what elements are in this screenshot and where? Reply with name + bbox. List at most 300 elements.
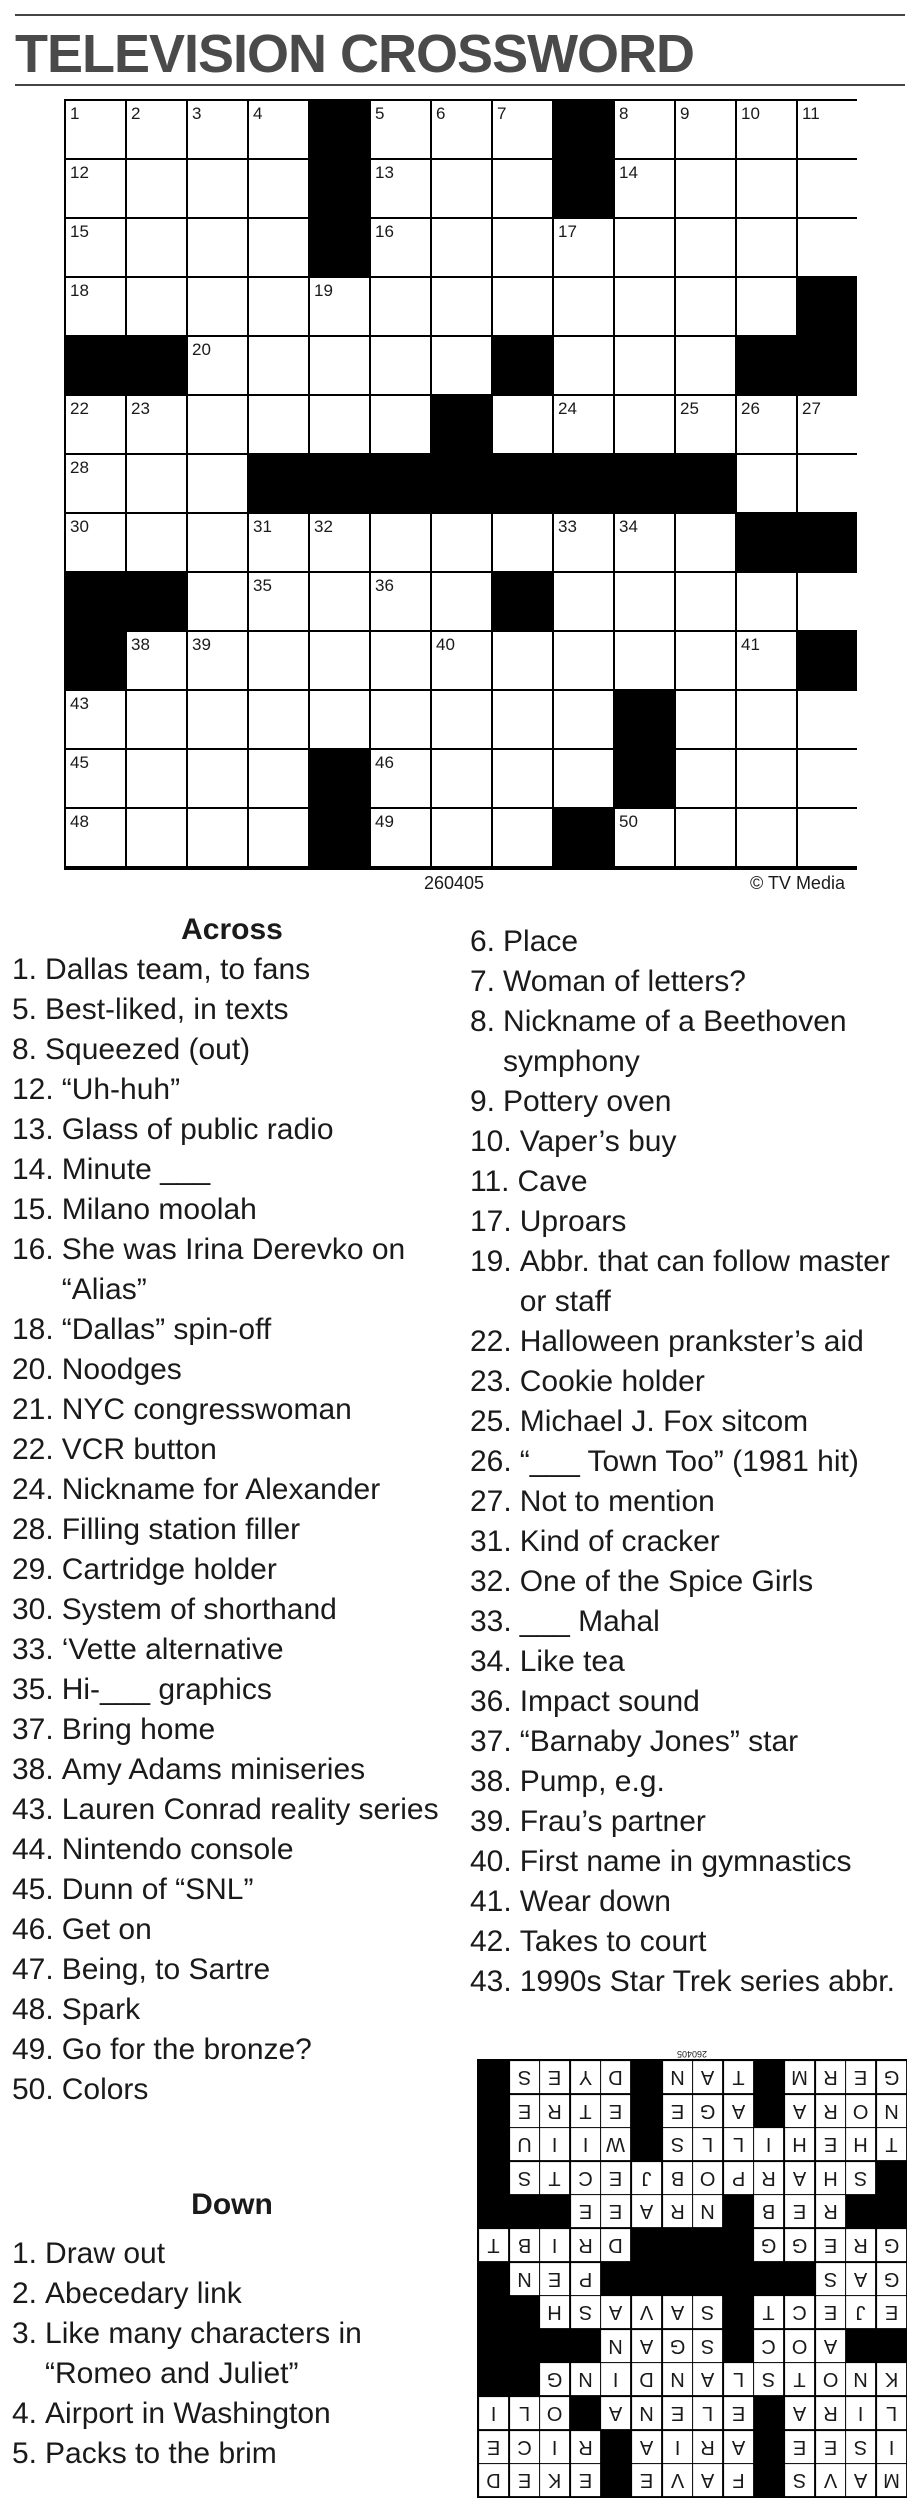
cell-number: 1 — [70, 104, 80, 123]
clue — [12, 1230, 452, 1310]
clue-number: 9. — [470, 1085, 496, 1118]
solution-cell: R — [540, 2095, 569, 2127]
solution-cell: I — [540, 2128, 569, 2160]
grid-cell — [676, 691, 735, 748]
solution-cell: O — [846, 2095, 875, 2127]
solution-cell: E — [785, 2195, 814, 2227]
cell-number: 13 — [375, 163, 394, 182]
clue-text: Halloween prankster’s aid — [519, 1325, 864, 1358]
grid-cell — [127, 632, 186, 689]
solution-cell: E — [601, 2162, 630, 2194]
clue-text: Michael J. Fox sitcom — [519, 1405, 809, 1438]
grid-cell — [127, 278, 186, 335]
grid-cell — [737, 750, 796, 807]
clue-number: 7. — [470, 965, 496, 998]
cell-number: 20 — [192, 340, 211, 359]
grid-cell — [249, 750, 308, 807]
clue — [12, 2394, 452, 2434]
grid-cell — [310, 514, 369, 571]
grid-cell — [554, 219, 613, 276]
clue-text: Dallas team, to fans — [45, 953, 311, 986]
clue-number: 42. — [470, 1925, 512, 1958]
solution-cell: A — [632, 2330, 661, 2362]
cell-number: 9 — [680, 104, 690, 123]
clue-text: Nintendo console — [61, 1833, 294, 1866]
grid-cell — [676, 573, 735, 630]
solution-cell: H — [816, 2162, 845, 2194]
solution-cell: G — [785, 2229, 814, 2261]
clue-number: 34. — [470, 1645, 512, 1678]
clue-text: “Barnaby Jones” star — [519, 1725, 799, 1758]
solution-cell: C — [754, 2330, 783, 2362]
clue — [12, 2234, 452, 2274]
solution-cell: O — [785, 2330, 814, 2362]
clue-text: Filling station filler — [61, 1513, 301, 1546]
clue-text: Draw out — [45, 2237, 166, 2270]
grid-cell — [432, 101, 491, 158]
solution-cell: N — [663, 2061, 692, 2093]
cell-number: 48 — [70, 812, 89, 831]
cell-number: 28 — [70, 458, 89, 477]
grid-cell — [310, 632, 369, 689]
solution-cell: E — [816, 2229, 845, 2261]
clue — [12, 1150, 452, 1190]
cell-number: 45 — [70, 753, 89, 772]
grid-cell — [432, 809, 491, 866]
cell-number: 23 — [131, 399, 150, 418]
solution-cell: N — [571, 2363, 600, 2395]
cell-number: 33 — [558, 517, 577, 536]
grid-cell — [66, 750, 125, 807]
grid-cell — [371, 337, 430, 394]
solution-cell: I — [846, 2397, 875, 2429]
clue-number: 18. — [12, 1313, 54, 1346]
clue-text: Minute ___ — [61, 1153, 211, 1186]
clue-text: Packs to the brim — [45, 2437, 277, 2470]
clue-text: Cookie holder — [519, 1365, 705, 1398]
grid-cell — [554, 632, 613, 689]
clue — [470, 1482, 910, 1522]
solution-cell: R — [571, 2229, 600, 2261]
clue-text: Noodges — [61, 1353, 182, 1386]
grid-cell — [493, 396, 552, 453]
solution-cell: S — [846, 2431, 875, 2463]
grid-cell — [554, 396, 613, 453]
grid-cell — [798, 219, 857, 276]
grid-cell — [554, 337, 613, 394]
solution-cell: A — [785, 2397, 814, 2429]
cell-number: 49 — [375, 812, 394, 831]
cell-number: 46 — [375, 753, 394, 772]
grid-cell — [493, 160, 552, 217]
solution-puzzle-code: 260405 — [676, 2049, 708, 2059]
clue — [12, 2070, 452, 2110]
clue-text: VCR button — [61, 1433, 217, 1466]
cell-number: 17 — [558, 222, 577, 241]
cell-number: 39 — [192, 635, 211, 654]
grid-cell — [127, 809, 186, 866]
clue-number: 37. — [12, 1713, 54, 1746]
grid-cell — [127, 750, 186, 807]
clue-number: 2. — [12, 2277, 38, 2310]
clue-text: Airport in Washington — [45, 2397, 331, 2430]
grid-cell — [737, 396, 796, 453]
clue-number: 22. — [12, 1433, 54, 1466]
cell-number: 36 — [375, 576, 394, 595]
solution-cell: T — [877, 2128, 906, 2160]
grid-cell — [737, 455, 796, 512]
cell-number: 6 — [436, 104, 446, 123]
solution-cell: I — [540, 2229, 569, 2261]
solution-cell: R — [816, 2095, 845, 2127]
solution-cell: P — [571, 2263, 600, 2295]
cell-number: 14 — [619, 163, 638, 182]
solution-cell: E — [816, 2431, 845, 2463]
grid-cell — [249, 691, 308, 748]
grid-cell — [188, 809, 247, 866]
grid-cell — [310, 573, 369, 630]
grid-cell — [188, 573, 247, 630]
grid-cell — [432, 160, 491, 217]
clue — [12, 1190, 452, 1230]
solution-cell: R — [816, 2061, 845, 2093]
grid-cell — [615, 160, 674, 217]
solution-cell: N — [510, 2263, 539, 2295]
solution-cell: B — [754, 2195, 783, 2227]
cell-number: 35 — [253, 576, 272, 595]
clue — [12, 1950, 452, 1990]
solution-cell: E — [877, 2296, 906, 2328]
grid-cell — [798, 455, 857, 512]
grid-cell — [676, 219, 735, 276]
grid-cell — [127, 396, 186, 453]
clue-number: 5. — [12, 993, 38, 1026]
solution-cell: A — [601, 2296, 630, 2328]
solution-cell: N — [663, 2363, 692, 2395]
clue — [470, 1402, 910, 1442]
solution-cell: N — [601, 2330, 630, 2362]
clue — [12, 2274, 452, 2314]
clue-number: 1. — [12, 953, 38, 986]
grid-cell — [188, 632, 247, 689]
solution-cell: A — [724, 2095, 753, 2127]
cell-number: 32 — [314, 517, 333, 536]
clue-text: Spark — [61, 1993, 141, 2026]
clue-number: 5. — [12, 2437, 38, 2470]
cell-number: 3 — [192, 104, 202, 123]
solution-cell: E — [510, 2095, 539, 2127]
solution-cell: N — [632, 2397, 661, 2429]
clue — [470, 1522, 910, 1562]
grid-cell — [66, 278, 125, 335]
grid-cell — [188, 691, 247, 748]
across-clues — [12, 910, 452, 2110]
grid-cell — [66, 514, 125, 571]
clue — [12, 1830, 452, 1870]
solution-cell: D — [601, 2229, 630, 2261]
clue-text: Squeezed (out) — [45, 1033, 251, 1066]
cell-number: 34 — [619, 517, 638, 536]
clue-number: 35. — [12, 1673, 54, 1706]
solution-cell: S — [816, 2263, 845, 2295]
grid-cell — [310, 337, 369, 394]
clue-text: Not to mention — [519, 1485, 715, 1518]
cell-number: 16 — [375, 222, 394, 241]
clue — [12, 1550, 452, 1590]
clue-number: 46. — [12, 1913, 54, 1946]
solution-cell: T — [785, 2363, 814, 2395]
grid-cell — [676, 809, 735, 866]
solution-cell: K — [877, 2363, 906, 2395]
clue-number: 33. — [12, 1633, 54, 1666]
solution-cell: A — [846, 2464, 875, 2496]
clue-number: 43. — [470, 1965, 512, 1998]
clue — [470, 1922, 910, 1962]
clue-number: 10. — [470, 1125, 512, 1158]
clue — [12, 2314, 452, 2394]
cell-number: 43 — [70, 694, 89, 713]
grid-cell — [249, 337, 308, 394]
clue-number: 39. — [470, 1805, 512, 1838]
clue-number: 45. — [12, 1873, 54, 1906]
clue-number: 49. — [12, 2033, 54, 2066]
clue — [12, 1310, 452, 1350]
clue-text: Impact sound — [519, 1685, 700, 1718]
solution-cell: N — [693, 2195, 722, 2227]
grid-cell — [737, 160, 796, 217]
cell-number: 38 — [131, 635, 150, 654]
clue-number: 24. — [12, 1473, 54, 1506]
grid-cell — [249, 278, 308, 335]
grid-cell — [676, 750, 735, 807]
clue-text: Glass of public radio — [61, 1113, 334, 1146]
clue — [470, 1602, 910, 1642]
solution-cell: M — [785, 2061, 814, 2093]
across-heading: Across — [181, 913, 283, 946]
clue-text: Go for the bronze? — [61, 2033, 312, 2066]
solution-cell: T — [571, 2095, 600, 2127]
grid-cell — [615, 809, 674, 866]
clue — [12, 1350, 452, 1390]
clue-text: Takes to court — [519, 1925, 707, 1958]
clue — [12, 1750, 452, 1790]
clue-number: 16. — [12, 1233, 54, 1266]
grid-cell — [737, 219, 796, 276]
clue-number: 11. — [470, 1165, 510, 1198]
grid-cell — [310, 396, 369, 453]
clue — [470, 1162, 910, 1202]
grid-cell — [554, 750, 613, 807]
clue-number: 31. — [470, 1525, 512, 1558]
cell-number: 25 — [680, 399, 699, 418]
clue — [12, 1070, 452, 1110]
clue-number: 47. — [12, 1953, 54, 1986]
solution-cell: T — [540, 2162, 569, 2194]
grid-cell — [798, 750, 857, 807]
solution-cell: L — [877, 2397, 906, 2429]
clue-number: 32. — [470, 1565, 512, 1598]
solution-cell: J — [846, 2296, 875, 2328]
solution-cell: A — [785, 2162, 814, 2194]
cell-number: 4 — [253, 104, 263, 123]
clue-text: Nickname for Alexander — [61, 1473, 381, 1506]
grid-cell — [493, 691, 552, 748]
solution-cell: L — [693, 2397, 722, 2429]
solution-cell: C — [510, 2431, 539, 2463]
clue-text: Get on — [61, 1913, 152, 1946]
grid-cell — [798, 101, 857, 158]
top-rule — [15, 14, 905, 16]
grid-cell — [371, 396, 430, 453]
clue — [12, 1110, 452, 1150]
grid-cell — [249, 219, 308, 276]
clue — [470, 1122, 910, 1162]
cell-number: 7 — [497, 104, 507, 123]
grid-cell — [554, 573, 613, 630]
grid-cell — [615, 101, 674, 158]
grid-cell — [188, 101, 247, 158]
clue-number: 50. — [12, 2073, 54, 2106]
grid-cell — [432, 219, 491, 276]
solution-cell: E — [816, 2296, 845, 2328]
solution-cell: S — [693, 2330, 722, 2362]
grid-cell — [798, 396, 857, 453]
grid-cell — [676, 632, 735, 689]
across-list — [12, 950, 452, 2110]
grid-cell — [798, 160, 857, 217]
cell-number: 50 — [619, 812, 638, 831]
grid-cell — [676, 101, 735, 158]
clue-number: 29. — [12, 1553, 54, 1586]
solution-cell: H — [846, 2128, 875, 2160]
down-clues-right — [470, 922, 910, 2002]
solution-cell: E — [571, 2195, 600, 2227]
clue-number: 33. — [470, 1605, 512, 1638]
solution-cell: A — [693, 2363, 722, 2395]
grid-cell — [371, 809, 430, 866]
solution-cell: A — [601, 2397, 630, 2429]
solution-cell: R — [571, 2431, 600, 2463]
solution-cell: D — [632, 2363, 661, 2395]
clue-number: 25. — [470, 1405, 512, 1438]
clue — [12, 990, 452, 1030]
grid-cell — [188, 750, 247, 807]
clue — [12, 1710, 452, 1750]
grid-cell — [249, 632, 308, 689]
grid-cell — [371, 219, 430, 276]
grid-cell — [493, 219, 552, 276]
clue-number: 19. — [470, 1245, 512, 1278]
clue-number: 26. — [470, 1445, 512, 1478]
grid-cell — [676, 337, 735, 394]
cell-number: 5 — [375, 104, 385, 123]
page-title: TELEVISION CROSSWORD — [15, 24, 695, 84]
solution-cell: G — [754, 2229, 783, 2261]
solution-cell: M — [877, 2464, 906, 2496]
clue — [470, 1682, 910, 1722]
clue-text: Woman of letters? — [503, 965, 746, 998]
solution-cell: E — [663, 2095, 692, 2127]
clue — [470, 1202, 910, 1242]
solution-cell: O — [540, 2397, 569, 2429]
clue — [12, 1030, 452, 1070]
clue-text: Wear down — [519, 1885, 671, 1918]
grid-cell — [615, 396, 674, 453]
cell-number: 2 — [131, 104, 141, 123]
clue-number: 38. — [12, 1753, 54, 1786]
solution-cell: I — [663, 2431, 692, 2463]
solution-cell: V — [632, 2296, 661, 2328]
puzzle-code: 260405 — [424, 873, 485, 893]
solution-cell: W — [601, 2128, 630, 2160]
clue — [470, 1442, 910, 1482]
cell-number: 30 — [70, 517, 89, 536]
cell-number: 18 — [70, 281, 89, 300]
clue-number: 8. — [12, 1033, 38, 1066]
solution-cell: S — [754, 2363, 783, 2395]
clue — [12, 1670, 452, 1710]
clue-number: 14. — [12, 1153, 54, 1186]
solution-cell: K — [540, 2464, 569, 2496]
clue-text: System of shorthand — [61, 1593, 337, 1626]
clue-number: 21. — [12, 1393, 54, 1426]
clue-number: 43. — [12, 1793, 54, 1826]
cell-number: 27 — [802, 399, 821, 418]
grid-cell — [615, 514, 674, 571]
clue — [12, 1790, 452, 1830]
cell-number: 10 — [741, 104, 760, 123]
clue-number: 8. — [470, 1005, 496, 1038]
clue — [470, 1722, 910, 1762]
grid-cell — [371, 278, 430, 335]
grid-cell — [615, 573, 674, 630]
solution-cell: S — [663, 2128, 692, 2160]
solution-cell: F — [724, 2464, 753, 2496]
clue-number: 6. — [470, 925, 496, 958]
clue — [470, 1362, 910, 1402]
grid-cell — [737, 278, 796, 335]
clue — [12, 1630, 452, 1670]
clue-text: One of the Spice Girls — [519, 1565, 814, 1598]
solution-cell: I — [601, 2363, 630, 2395]
grid-cell — [676, 514, 735, 571]
grid-cell — [737, 809, 796, 866]
solution-cell: N — [846, 2363, 875, 2395]
solution-cell: L — [510, 2397, 539, 2429]
grid-cell — [615, 632, 674, 689]
solution-cell: C — [785, 2296, 814, 2328]
solution-cell: I — [877, 2431, 906, 2463]
solution-cell: S — [846, 2162, 875, 2194]
clue-text: NYC congresswoman — [61, 1393, 352, 1426]
clue-text: Hi-___ graphics — [61, 1673, 272, 1706]
clue — [470, 922, 910, 962]
clue — [12, 1870, 452, 1910]
solution-cell: I — [540, 2431, 569, 2463]
solution-cell: E — [846, 2061, 875, 2093]
grid-cell — [188, 337, 247, 394]
solution-cell: G — [877, 2061, 906, 2093]
grid-cell — [188, 396, 247, 453]
solution-grid-frame — [477, 2059, 907, 2498]
grid-cell — [737, 573, 796, 630]
solution-cell: I — [754, 2128, 783, 2160]
clue-number: 15. — [12, 1193, 54, 1226]
grid-cell — [127, 514, 186, 571]
clue-text: Amy Adams miniseries — [61, 1753, 366, 1786]
clue — [12, 1990, 452, 2030]
grid-cell — [798, 573, 857, 630]
